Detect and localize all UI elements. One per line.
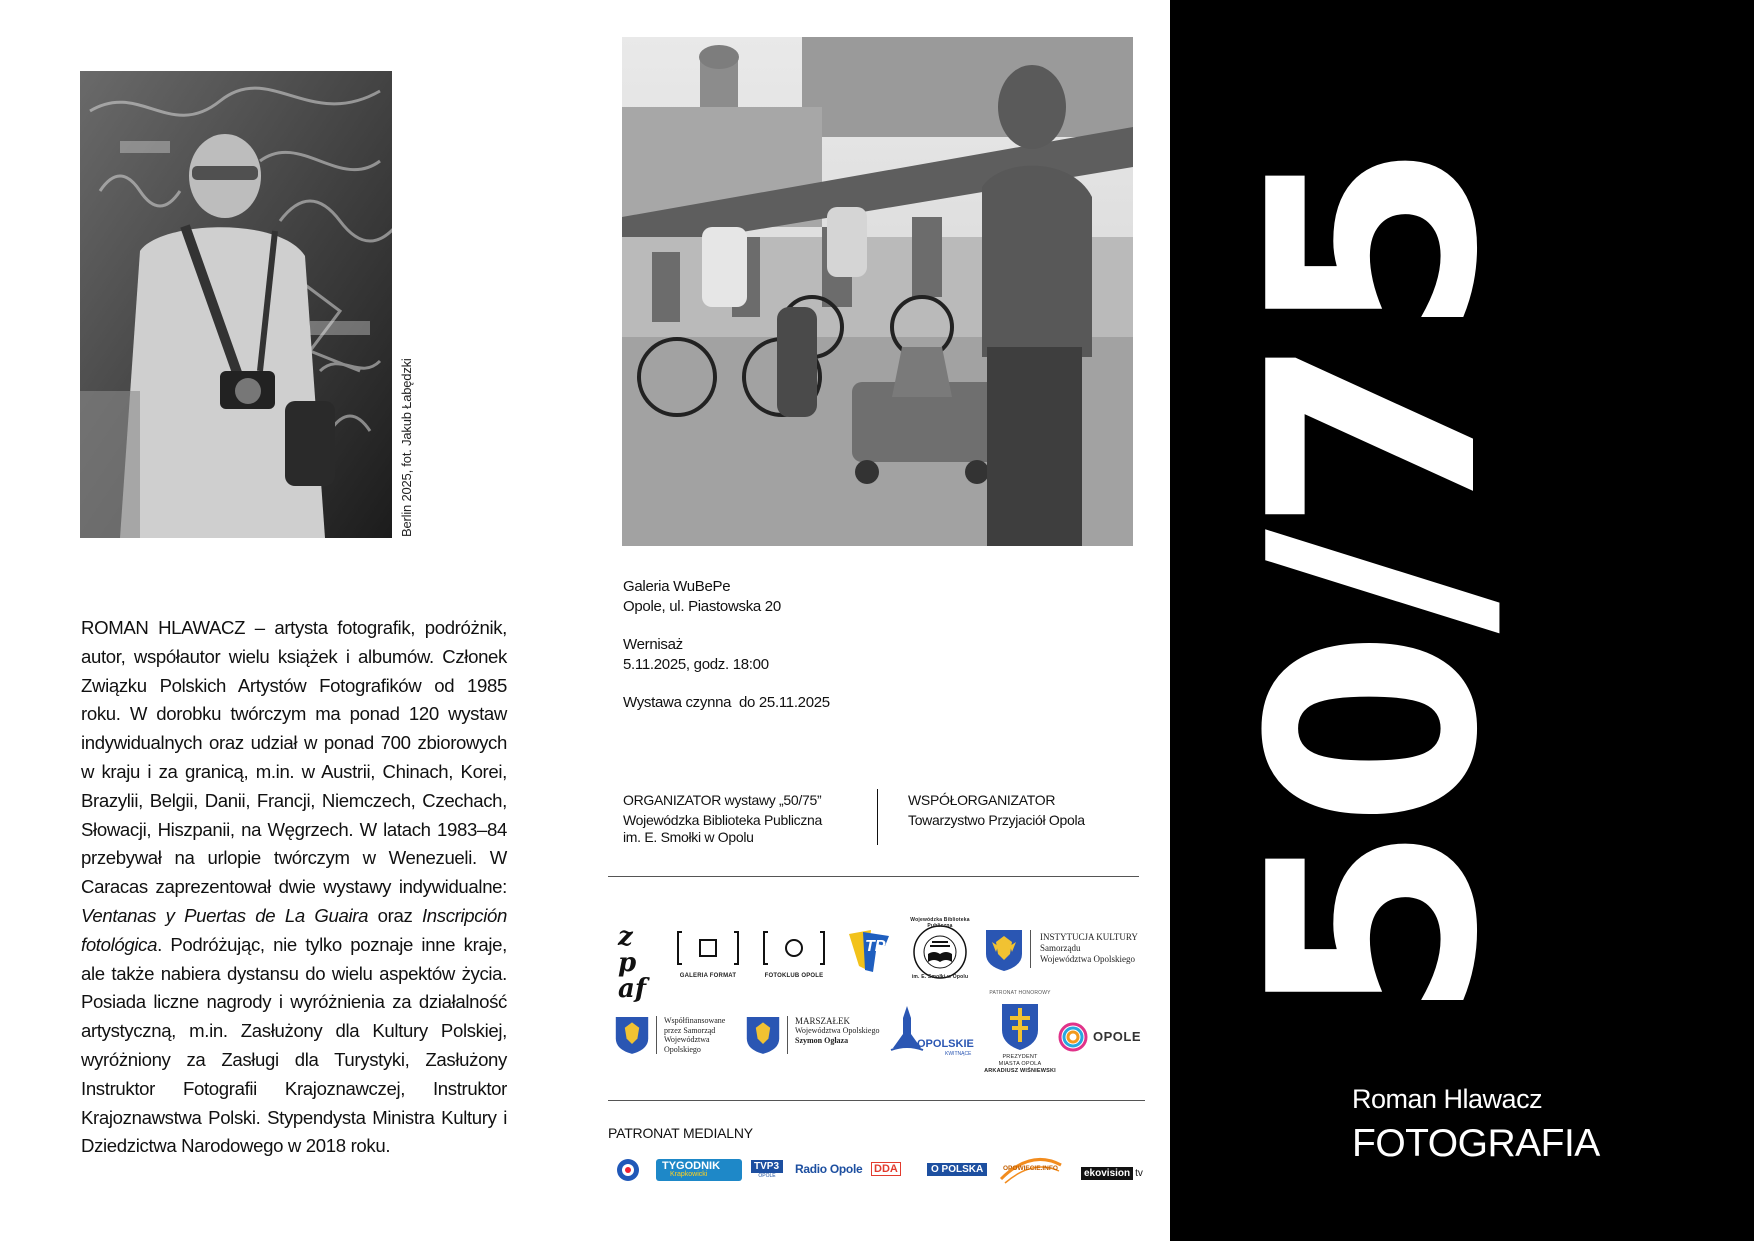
dda-label: DDA: [871, 1162, 901, 1176]
opole-rings-icon: [1058, 1022, 1088, 1052]
organizer-heading-rest: wystawy „50/75”: [721, 792, 822, 808]
patronat-honorowy-label: PATRONAT HONOROWY: [989, 990, 1051, 996]
dda-logo: [871, 1162, 901, 1176]
galeria-format-logo: [676, 928, 740, 979]
artist-portrait-photo: [80, 71, 392, 538]
divider-top: [608, 876, 1139, 877]
fotoklub-icon: [762, 928, 826, 968]
tygodnik-sub-label: Krapkowicki: [670, 1171, 708, 1178]
wspolfin-line2: przez Samorząd: [664, 1025, 716, 1035]
vernissage-label: Wernisaż: [623, 636, 683, 653]
ekovision-logo: [1081, 1163, 1143, 1181]
photo-credit: Berlin 2025, fot. Jakub Łabędzki: [399, 358, 414, 537]
instytucja-line2: Samorządu: [1040, 943, 1081, 953]
organizer-block: [623, 792, 822, 846]
radio-opole-logo: [795, 1162, 862, 1176]
bio-exhibit-title-1: Ventanas y Puertas de La Guaira: [81, 904, 369, 926]
opole-label: OPOLE: [1093, 1029, 1142, 1044]
wbp-logo: [910, 917, 970, 980]
bio-intro: ROMAN HLAWACZ – artysta fotografik, podróżnik, autor, współautor wielu książek i albumów. Członek Związku Polskich Artystów Fotografików od 1985 roku. W dorobku twórczym ma ponad 120 wystaw indywidualnych oraz udział w ponad 700 zbiorowych w kraju i za granicą, m.in. w Austrii, Chinach, Korei, Brazylii, Belgii, Danii, Francji, Niemczech, Czechach, Słowacji, Hiszpanii, na Węgrzech. W latach 1983–84 przebywał na urlopie twórczym w Wenezueli. W Caracas zaprezentował dwie wystawy indywidualne:: [81, 617, 507, 898]
opole-crest-icon: [1000, 1002, 1040, 1052]
wspolfinansowane-logo: [614, 1014, 734, 1058]
fotoklub-label: FOTOKLUB OPOLE: [764, 973, 824, 979]
media-logo-round: [613, 1157, 643, 1183]
venue-block: [623, 577, 781, 617]
opolskie-kwitnace-logo: [887, 1004, 979, 1060]
bio-conjunction: oraz: [368, 904, 422, 926]
opolska-label: O POLSKA: [931, 1164, 984, 1175]
organizer-heading: ORGANIZATOR: [623, 792, 722, 808]
wspolfin-line3: Województwa: [664, 1035, 710, 1044]
marszalek-line3: Szymon Ogłaza: [795, 1036, 849, 1045]
wspolfin-line4: Opolskiego: [664, 1044, 701, 1054]
opolskie-sub-label: KWITNĄCE: [945, 1051, 972, 1057]
opolska-logo: [927, 1163, 987, 1176]
opolskie-crest-icon: [614, 1014, 650, 1056]
tvp3-sub-label: OPOLE: [758, 1173, 776, 1179]
venue-name: Galeria WuBePe: [623, 578, 731, 595]
ekovision-tv-label: tv: [1135, 1168, 1143, 1179]
prezydent-line3: ARKADIUSZ WIŚNIEWSKI: [984, 1068, 1056, 1074]
organizer-line1: Wojewódzka Biblioteka Publiczna: [623, 812, 822, 828]
bio-rest: . Podróżując, nie tylko poznaje inne kraje, ale także nabiera dystansu do wielu aspektów życia. Posiada liczne nagrody i wyróżnienia za działalność artystyczną, m.in. Zasłużony dla Kultury Polskiej, wyróżniony za Zasługi dla Turystyki, Zasłużony Instruktor Fotografii Krajoznawczej, Instruktor Krajoznawstwa Polski. Stypendysta Ministra Kultury i Dziedzictwa Narodowego w 2018 roku.: [81, 933, 507, 1157]
divider-bottom: [608, 1100, 1145, 1101]
fotoklub-logo: [762, 928, 826, 979]
tygodnik-logo: [656, 1159, 742, 1181]
bio-exhibit-title-2: Inscripción fotológica: [81, 904, 507, 955]
wbp-ring-label: Wojewódzka Biblioteka Publiczna: [910, 917, 970, 929]
tpo-logo: [845, 926, 898, 974]
wbp-sub-label: im. E. Smołki w Opolu: [911, 974, 969, 980]
prezydent-line2: MIASTA OPOLA: [998, 1061, 1042, 1067]
galeria-format-label: GALERIA FORMAT: [679, 973, 737, 979]
zpaf-logo: [618, 922, 658, 1004]
open-until: Wystawa czynna do 25.11.2025: [623, 694, 830, 711]
instytucja-kultury-logo: [984, 928, 1139, 972]
artist-bio: [81, 614, 507, 1161]
radio-opole-label: Radio Opole: [795, 1162, 863, 1176]
vernissage-datetime: 5.11.2025, godz. 18:00: [623, 656, 769, 673]
media-round-icon: [613, 1157, 643, 1183]
coorganizer-heading: WSPÓŁORGANIZATOR: [908, 792, 1056, 808]
organizer-separator: [877, 789, 878, 845]
instytucja-line3: Województwa Opolskiego: [1040, 954, 1136, 964]
ekovision-label: ekovision: [1081, 1167, 1133, 1180]
coorganizer-block: [908, 792, 1085, 829]
marszalek-line1: MARSZAŁEK: [795, 1016, 851, 1026]
media-patronage-heading: PATRONAT MEDIALNY: [608, 1125, 753, 1141]
wbp-book-icon: [912, 924, 968, 980]
wspolfin-line1: Współfinansowane: [664, 1016, 726, 1025]
opowiecie-label: OPOWIECIE.INFO: [1003, 1165, 1058, 1172]
prezydent-logo: [984, 990, 1056, 1084]
tpo-label: TPO: [865, 938, 898, 955]
coorganizer-line1: Towarzystwo Przyjaciół Opola: [908, 812, 1085, 828]
marszalek-line2: Województwa Opolskiego: [795, 1026, 880, 1035]
organizer-line2: im. E. Smołki w Opolu: [623, 829, 754, 845]
vernissage-block: [623, 635, 769, 675]
zpaf-logo-text: zp af: [618, 922, 647, 1004]
exhibition-type: FOTOGRAFIA: [1352, 1122, 1600, 1165]
opolskie-crest-icon: [745, 1014, 781, 1056]
tvp3-label: TVP3: [751, 1160, 783, 1173]
street-scene-photo: [622, 37, 1133, 546]
venue-address: Opole, ul. Piastowska 20: [623, 598, 781, 615]
prezydent-line1: PREZYDENT: [1002, 1054, 1038, 1060]
galeria-format-icon: [676, 928, 740, 968]
artist-name: Roman Hlawacz: [1352, 1084, 1543, 1114]
vertical-exhibition-title: 50/75: [1209, 144, 1541, 1022]
opolskie-crest-icon: [984, 928, 1024, 972]
tygodnik-label: TYGODNIK: [662, 1160, 721, 1172]
opolskie-label: OPOLSKIE: [917, 1038, 974, 1050]
instytucja-line1: INSTYTUCJA KULTURY: [1040, 932, 1138, 942]
opole-city-logo: [1058, 1020, 1142, 1056]
opowiecie-logo: [997, 1155, 1065, 1185]
marszalek-logo: [745, 1014, 885, 1058]
tvp3-logo: [751, 1160, 783, 1182]
